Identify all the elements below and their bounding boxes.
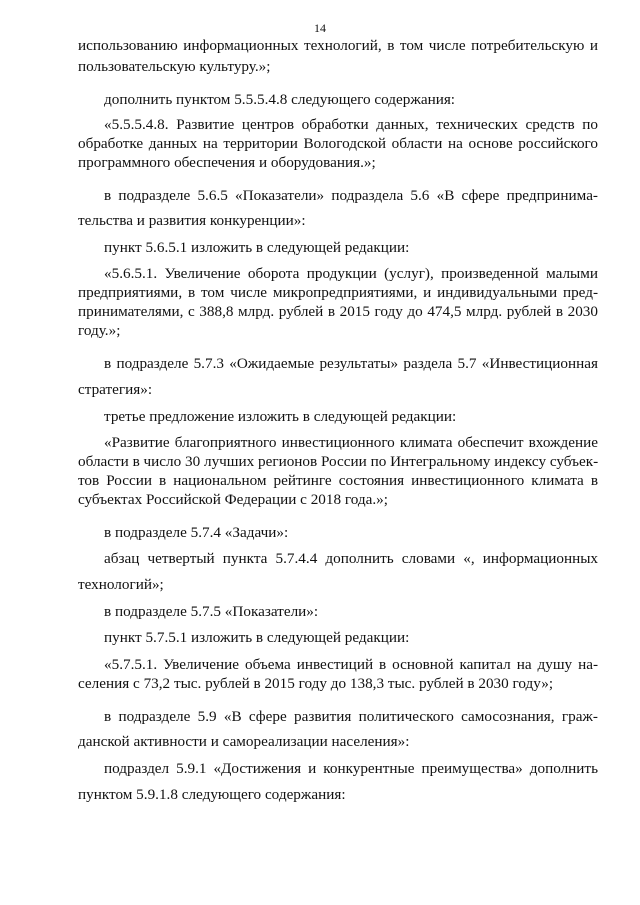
text-line: «Развитие благоприятного инвестиционного климата обеспечит вхождение (104, 434, 598, 451)
text-line: пункт 5.6.5.1 изложить в следующей редакции: (104, 239, 410, 256)
text-line: «5.5.5.4.8. Развитие центров обработки данных, технических средств по (104, 116, 598, 133)
text-line: третье предложение изложить в следующей редакции: (104, 408, 457, 425)
text-line: субъектах Российской Федерации с 2018 года.»; (78, 491, 388, 508)
text-line: тельства и развития конкуренции»: (78, 212, 306, 229)
text-line: «5.6.5.1. Увеличение оборота продукции (услуг), произведенной малыми (104, 265, 598, 282)
text-line: пункт 5.7.5.1 изложить в следующей редакции: (104, 629, 410, 646)
text-line: данской активности и самореализации населения»: (78, 733, 410, 750)
text-line: в подразделе 5.7.3 «Ожидаемые результаты» раздела 5.7 «Инвестиционная (104, 355, 598, 372)
page-number: 14 (314, 21, 326, 35)
text-line: пользовательскую культуру.»; (78, 58, 271, 75)
text-line: дополнить пунктом 5.5.5.4.8 следующего содержания: (104, 91, 456, 108)
text-line: стратегия»: (78, 381, 153, 398)
text-line: в подразделе 5.6.5 «Показатели» подраздела 5.6 «В сфере предпринима- (104, 187, 598, 204)
text-line: году.»; (78, 322, 121, 339)
text-line: использованию информационных технологий, в том числе потребительскую и (78, 37, 598, 54)
text-line: области в число 30 лучших регионов России по Интегральному индексу субъек- (78, 453, 599, 470)
text-line: в подразделе 5.7.5 «Показатели»: (104, 603, 319, 620)
text-line: предприятиями, в том числе микропредприятиями, и индивидуальными пред- (78, 284, 598, 301)
text-line: пунктом 5.9.1.8 следующего содержания: (78, 786, 346, 803)
text-line: в подразделе 5.7.4 «Задачи»: (104, 524, 289, 541)
text-line: обработке данных на территории Вологодской области на основе российского (78, 135, 598, 152)
text-line: технологий»; (78, 576, 164, 593)
text-line: программного обеспечения и оборудования.»; (78, 154, 376, 171)
text-line: «5.7.5.1. Увеличение объема инвестиций в основной капитал на душу на- (104, 656, 598, 673)
text-line: абзац четвертый пункта 5.7.4.4 дополнить словами «, информационных (104, 550, 598, 567)
text-line: тов России в национальном рейтинге состояния инвестиционного климата в (78, 472, 598, 489)
text-line: селения с 73,2 тыс. рублей в 2015 году до 138,3 тыс. рублей в 2030 году»; (78, 675, 554, 692)
text-line: принимателями, с 388,8 млрд. рублей в 2015 году до 474,5 млрд. рублей в 2030 (78, 303, 598, 320)
text-line: в подразделе 5.9 «В сфере развития политического самосознания, граж- (104, 708, 598, 725)
text-line: подраздел 5.9.1 «Достижения и конкурентные преимущества» дополнить (104, 760, 598, 777)
